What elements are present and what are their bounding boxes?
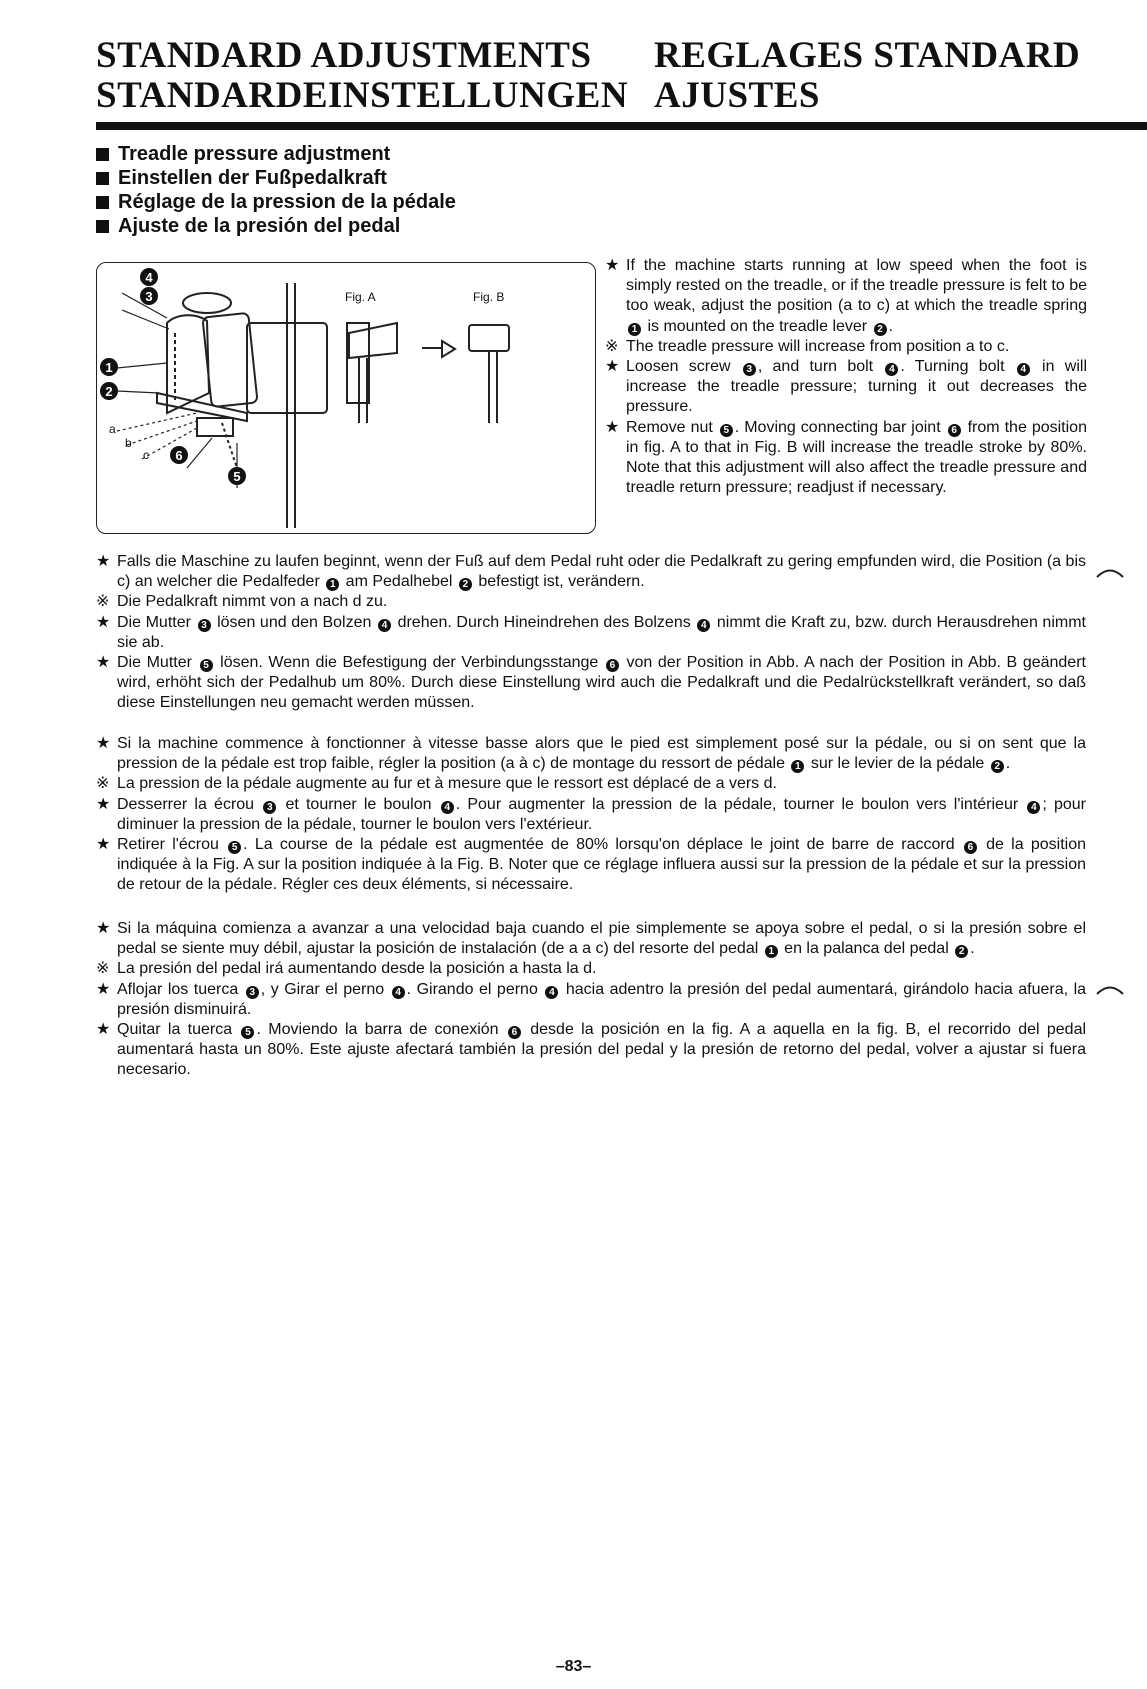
circled-number-icon: 1 bbox=[628, 323, 641, 336]
text-run: , and turn bolt bbox=[757, 358, 884, 376]
title-german: STANDARDEINSTELLUNGEN bbox=[96, 75, 629, 116]
position-letter: b bbox=[125, 436, 132, 450]
square-bullet-icon bbox=[96, 172, 109, 185]
instruction-item bbox=[605, 256, 1087, 337]
callout-1: 1 bbox=[105, 360, 113, 375]
text-run: The treadle pressure will increase from position a to c. bbox=[626, 337, 1010, 355]
callout-3: 3 bbox=[145, 289, 153, 304]
text-run: hacia adentro la presión del pedal aumentará, girándolo hacia afuera, la presión disminuirá. bbox=[117, 980, 1087, 1018]
square-bullet-icon bbox=[96, 220, 109, 233]
text-run: Falls die Maschine zu laufen beginnt, wenn der Fuß auf dem Pedal ruht oder die Pedalkraft zu gering empfunden wird, die Position (a bis c) an welcher die Pedalfeder bbox=[117, 553, 1086, 591]
circled-number-icon: 3 bbox=[263, 801, 276, 814]
instruction-text bbox=[117, 959, 1086, 979]
german-instructions bbox=[96, 552, 1086, 714]
circled-number-icon: 4 bbox=[545, 986, 558, 999]
bullet-icon: ★ bbox=[96, 836, 111, 854]
instruction-text bbox=[117, 592, 1086, 612]
bullet-icon: ★ bbox=[605, 358, 620, 376]
text-run: Quitar la tuerca bbox=[117, 1021, 240, 1039]
text-run: in will increase the treadle pressure; turning it out decreases the pressure. bbox=[626, 358, 1087, 416]
text-run: de la position indiquée à la Fig. A sur la position indiquée à la Fig. B. Noter que ce réglage influera aussi sur la pression de la pédale et sur la pression de retour de la pédale. Régler ces deux éléments, si nécessaire. bbox=[117, 836, 1087, 894]
position-letter: a bbox=[109, 422, 116, 436]
square-bullet-icon bbox=[96, 196, 109, 209]
fig-a-joint bbox=[349, 323, 397, 358]
instruction-text bbox=[626, 418, 1087, 499]
circled-number-icon: 1 bbox=[765, 945, 778, 958]
text-run: befestigt ist, verändern. bbox=[473, 573, 645, 591]
machine-leg bbox=[287, 283, 295, 528]
text-run: Desserrer la écrou bbox=[117, 795, 262, 813]
circled-number-icon: 4 bbox=[392, 986, 405, 999]
text-run: von der Position in Abb. A nach der Position in Abb. B geändert wird, erhöht sich der Pedalhub um 80%. Durch diese Einstellung wird auch die Pedalkraft und die Pedalrückstellkraft verändert, so daß diese Einstellungen neu gemacht werden müssen. bbox=[117, 654, 1086, 712]
section-title: Einstellen der Fußpedalkraft bbox=[96, 166, 456, 190]
text-run: . bbox=[888, 317, 894, 335]
instruction-text bbox=[117, 734, 1086, 774]
instruction-text bbox=[117, 795, 1086, 835]
bullet-icon: ★ bbox=[96, 654, 111, 672]
text-run: Die Pedalkraft nimmt von a nach d zu. bbox=[117, 593, 388, 611]
title-french: REGLAGES STANDARD bbox=[654, 35, 1081, 76]
circled-number-icon: 6 bbox=[964, 841, 977, 854]
text-run: If the machine starts running at low speed when the foot is simply rested on the treadle, or if the treadle pressure is felt to be too weak, adjust the position (a to c) at which the treadle spring bbox=[626, 257, 1087, 315]
callout-6: 6 bbox=[175, 448, 183, 463]
instruction-item bbox=[96, 980, 1086, 1020]
page-header bbox=[96, 36, 1096, 116]
circled-number-icon: 1 bbox=[326, 578, 339, 591]
circled-number-icon: 1 bbox=[791, 760, 804, 773]
text-run: Retirer l'écrou bbox=[117, 836, 227, 854]
instruction-item bbox=[96, 774, 1086, 794]
callout-5: 5 bbox=[233, 469, 241, 484]
text-run: Die Mutter bbox=[117, 613, 196, 631]
text-run: sur le levier de la pédale bbox=[806, 755, 989, 773]
callout-4: 4 bbox=[145, 270, 153, 285]
circled-number-icon: 3 bbox=[198, 619, 211, 632]
position-letter: c bbox=[143, 448, 149, 462]
text-run: drehen. Durch Hineindrehen des Bolzens bbox=[392, 613, 696, 631]
text-run: Aflojar los tuerca bbox=[117, 980, 244, 998]
instruction-text bbox=[117, 613, 1086, 653]
instruction-item bbox=[96, 734, 1086, 774]
circled-number-icon: 4 bbox=[697, 619, 710, 632]
instruction-item bbox=[96, 592, 1086, 612]
section-title: Réglage de la pression de la pédale bbox=[96, 190, 456, 214]
instruction-item bbox=[96, 552, 1086, 592]
text-run: Si la máquina comienza a avanzar a una velocidad baja cuando el pie simplemente se apoya sobre el pedal, o si la presión sobre el pedal se siente muy débil, ajustar la posición de instalación (de a a c) del resorte del pedal bbox=[117, 920, 1086, 958]
fig-a-rod bbox=[359, 358, 367, 423]
knee-lifter bbox=[183, 293, 231, 313]
fig-b-label: Fig. B bbox=[473, 290, 505, 304]
pedal-joint bbox=[197, 418, 233, 436]
circled-number-icon: 4 bbox=[1027, 801, 1040, 814]
title-english: STANDARD ADJUSTMENTS bbox=[96, 35, 592, 76]
text-run: . Moving connecting bar joint bbox=[734, 418, 946, 436]
instruction-text bbox=[626, 357, 1087, 418]
text-run: La presión del pedal irá aumentando desde la posición a hasta la d. bbox=[117, 960, 597, 978]
treadle-illustration bbox=[96, 262, 596, 534]
circled-number-icon: 4 bbox=[378, 619, 391, 632]
instruction-text bbox=[117, 774, 1086, 794]
bullet-icon: ★ bbox=[96, 553, 111, 570]
text-run: nimmt die Kraft zu, bzw. durch Herausdrehen nimmt sie ab. bbox=[117, 613, 1086, 651]
text-run: en la palanca del pedal bbox=[779, 940, 954, 958]
arrow-right-icon bbox=[422, 341, 455, 357]
instruction-text bbox=[117, 552, 1086, 592]
instruction-item bbox=[605, 418, 1087, 499]
header-rule bbox=[96, 122, 1147, 130]
text-run: is mounted on the treadle lever bbox=[643, 317, 872, 335]
text-run: et tourner le boulon bbox=[278, 795, 439, 813]
fig-b-rod bbox=[489, 351, 497, 423]
circled-number-icon: 2 bbox=[991, 760, 1004, 773]
circled-number-icon: 6 bbox=[606, 659, 619, 672]
instruction-text bbox=[117, 919, 1086, 959]
bullet-icon: ※ bbox=[605, 337, 619, 355]
callout-2: 2 bbox=[105, 384, 113, 399]
instruction-item bbox=[96, 835, 1086, 896]
text-run: , y Girar el perno bbox=[260, 980, 390, 998]
text-run: La pression de la pédale augmente au fur et à mesure que le ressort est déplacé de a vers d. bbox=[117, 775, 777, 793]
english-instructions bbox=[605, 256, 1087, 498]
bullet-icon: ★ bbox=[96, 613, 111, 631]
fig-a-label: Fig. A bbox=[345, 290, 376, 304]
text-run: desde la posición en la fig. A a aquella en la fig. B, el recorrido del pedal aumentará hasta un 80%. Este ajuste afectará también la presión del pedal y la presión de retorno del pedal, volver a ajustar si fuera necesario. bbox=[117, 1021, 1087, 1079]
section-title: Ajuste de la presión del pedal bbox=[96, 214, 456, 238]
bullet-icon: ★ bbox=[96, 920, 111, 937]
bullet-icon: ※ bbox=[96, 960, 110, 978]
instruction-text bbox=[626, 337, 1087, 357]
control-box bbox=[202, 313, 257, 407]
treadle-diagram bbox=[97, 263, 595, 533]
instruction-item bbox=[96, 653, 1086, 714]
spanish-instructions bbox=[96, 919, 1086, 1081]
bullet-icon: ★ bbox=[605, 257, 620, 274]
instruction-item bbox=[96, 959, 1086, 979]
bullet-icon: ★ bbox=[96, 980, 111, 998]
section-titles bbox=[96, 142, 456, 238]
instruction-item bbox=[605, 357, 1087, 418]
bullet-icon: ★ bbox=[96, 735, 111, 752]
text-run: am Pedalhebel bbox=[341, 573, 457, 591]
text-run: . Girando el perno bbox=[406, 980, 544, 998]
square-bullet-icon bbox=[96, 148, 109, 161]
section-title: Treadle pressure adjustment bbox=[96, 142, 456, 166]
binding-mark-icon bbox=[1095, 566, 1125, 578]
text-run: . Turning bolt bbox=[900, 358, 1015, 376]
circled-number-icon: 5 bbox=[720, 424, 733, 437]
pedal-bracket bbox=[167, 315, 209, 413]
instruction-item bbox=[605, 337, 1087, 357]
text-run: ; pour diminuer la pression de la pédale, tourner le boulon vers l'extérieur. bbox=[117, 795, 1087, 833]
circled-number-icon: 4 bbox=[1017, 363, 1030, 376]
circled-number-icon: 3 bbox=[743, 363, 756, 376]
text-run: . La course de la pédale est augmentée de 80% lorsqu'on déplace le joint de barre de raccord bbox=[243, 836, 962, 854]
instruction-text bbox=[626, 256, 1087, 337]
page-number: –83– bbox=[555, 1658, 592, 1675]
instruction-item bbox=[96, 919, 1086, 959]
circled-number-icon: 5 bbox=[241, 1026, 254, 1039]
title-spanish: AJUSTES bbox=[654, 75, 820, 116]
text-run: Remove nut bbox=[626, 418, 718, 436]
circled-number-icon: 4 bbox=[441, 801, 454, 814]
text-run: Die Mutter bbox=[117, 654, 198, 672]
text-run: . bbox=[1005, 755, 1011, 773]
circled-number-icon: 2 bbox=[955, 945, 968, 958]
circled-number-icon: 6 bbox=[508, 1026, 521, 1039]
circled-number-icon: 6 bbox=[948, 424, 961, 437]
text-run: lösen und den Bolzen bbox=[212, 613, 376, 631]
text-run: from the position in fig. A to that in Fig. B will increase the treadle stroke by 80%. Note that this adjustment will also affect the treadle pressure and treadle return pressure; readjust if necessary. bbox=[626, 418, 1087, 497]
text-run: . Pour augmenter la pression de la pédale, tourner le boulon vers l'intérieur bbox=[455, 795, 1026, 813]
circled-number-icon: 2 bbox=[874, 323, 887, 336]
bullet-icon: ※ bbox=[96, 593, 110, 611]
french-instructions bbox=[96, 734, 1086, 896]
text-run: Loosen screw bbox=[626, 358, 741, 376]
instruction-text bbox=[117, 835, 1086, 896]
text-run: Si la machine commence à fonctionner à vitesse basse alors que le pied est simplement posé sur la pédale, ou si on sent que la pression de la pédale est trop faible, régler la position (a à c) de montage du ressort de pédale bbox=[117, 735, 1086, 773]
instruction-text bbox=[117, 653, 1086, 714]
circled-number-icon: 3 bbox=[246, 986, 259, 999]
circled-number-icon: 5 bbox=[228, 841, 241, 854]
bullet-icon: ★ bbox=[96, 1021, 111, 1039]
instruction-item bbox=[96, 795, 1086, 835]
text-run: lösen. Wenn die Befestigung der Verbindungsstange bbox=[214, 654, 604, 672]
circled-number-icon: 5 bbox=[200, 659, 213, 672]
instruction-text bbox=[117, 1020, 1086, 1081]
bullet-icon: ★ bbox=[96, 795, 111, 813]
bullet-icon: ★ bbox=[605, 418, 620, 436]
instruction-item bbox=[96, 1020, 1086, 1081]
text-run: . bbox=[970, 940, 975, 958]
circled-number-icon: 2 bbox=[459, 578, 472, 591]
instruction-text bbox=[117, 980, 1086, 1020]
binding-mark-icon bbox=[1095, 983, 1125, 995]
bullet-icon: ※ bbox=[96, 775, 110, 793]
fig-b-bar bbox=[469, 325, 509, 351]
text-run: . Moviendo la barra de conexión bbox=[256, 1021, 506, 1039]
circled-number-icon: 4 bbox=[885, 363, 898, 376]
instruction-item bbox=[96, 613, 1086, 653]
